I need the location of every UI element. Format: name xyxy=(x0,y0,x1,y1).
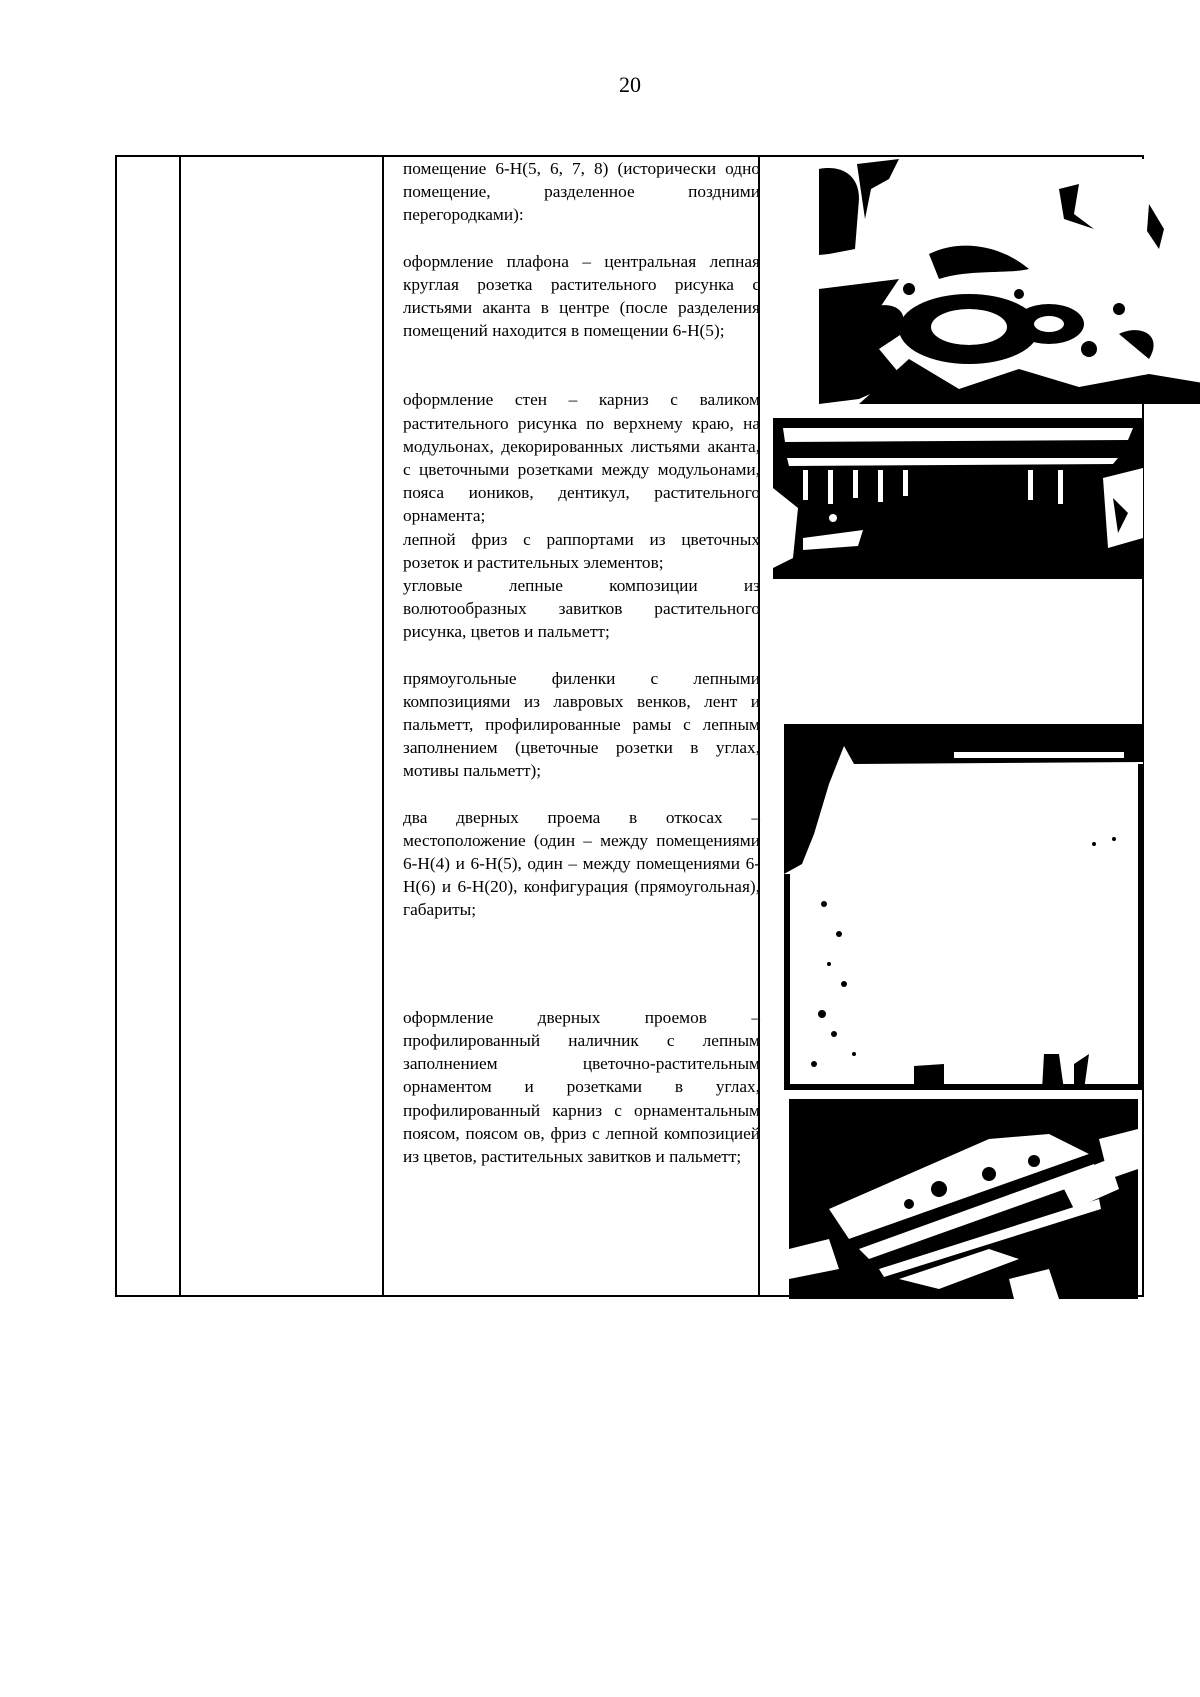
paragraph: прямоугольные филенки с лепными композициями из лавровых венков, лент и пальметт, профилированные рамы с лепным заполнением (цветочные розетки в углах, мотивы пальметт); xyxy=(403,668,760,781)
page-number: 20 xyxy=(619,72,641,97)
description-column xyxy=(393,157,770,1168)
column-divider xyxy=(382,157,384,1295)
paragraph: оформление плафона – центральная лепная круглая розетка растительного рисунка с листьями аканта в центре (после разделения помещений находится в помещении 6-Н(5); xyxy=(403,251,760,341)
ceiling-rosette-photo xyxy=(819,159,1200,404)
wall-cornice-photo xyxy=(773,418,1143,579)
paragraph: угловые лепные композиции из волютообразных завитков растительного рисунка, цветов и пальметт; xyxy=(403,576,760,642)
paragraph: лепной фриз с раппортами из цветочных розеток и растительных элементов; xyxy=(403,529,760,572)
paragraph: оформление дверных проемов – профилированный наличник с лепным заполнением цветочно-растительным орнаментом и розетками в углах, профилированный карниз с орнаментальным поясом, поясом ов, фриз с лепной композицией из цветов, растительных завитков и пальметт; xyxy=(403,1007,760,1166)
wall-panel-photo xyxy=(784,724,1143,1090)
paragraph: оформление стен – карниз с валиком растительного рисунка по верхнему краю, на модульонах, декорированных листьями аканта, с цветочными розетками между модульонами, пояса иоников, дентикул, растительного орнамента; xyxy=(403,390,760,526)
paragraph: два дверных проема в откосах – местоположение (один – между помещениями 6-Н(4) и 6-Н(5), один – между помещениями 6-Н(6) и 6-Н(20), конфигурация (прямоугольная), габариты; xyxy=(403,807,760,920)
heritage-table xyxy=(115,155,1144,1297)
door-surround-photo xyxy=(789,1099,1138,1299)
column-divider xyxy=(179,157,181,1295)
paragraph: помещение 6-Н(5, 6, 7, 8) (исторически одно помещение, разделенное поздними перегородками): xyxy=(403,159,760,225)
